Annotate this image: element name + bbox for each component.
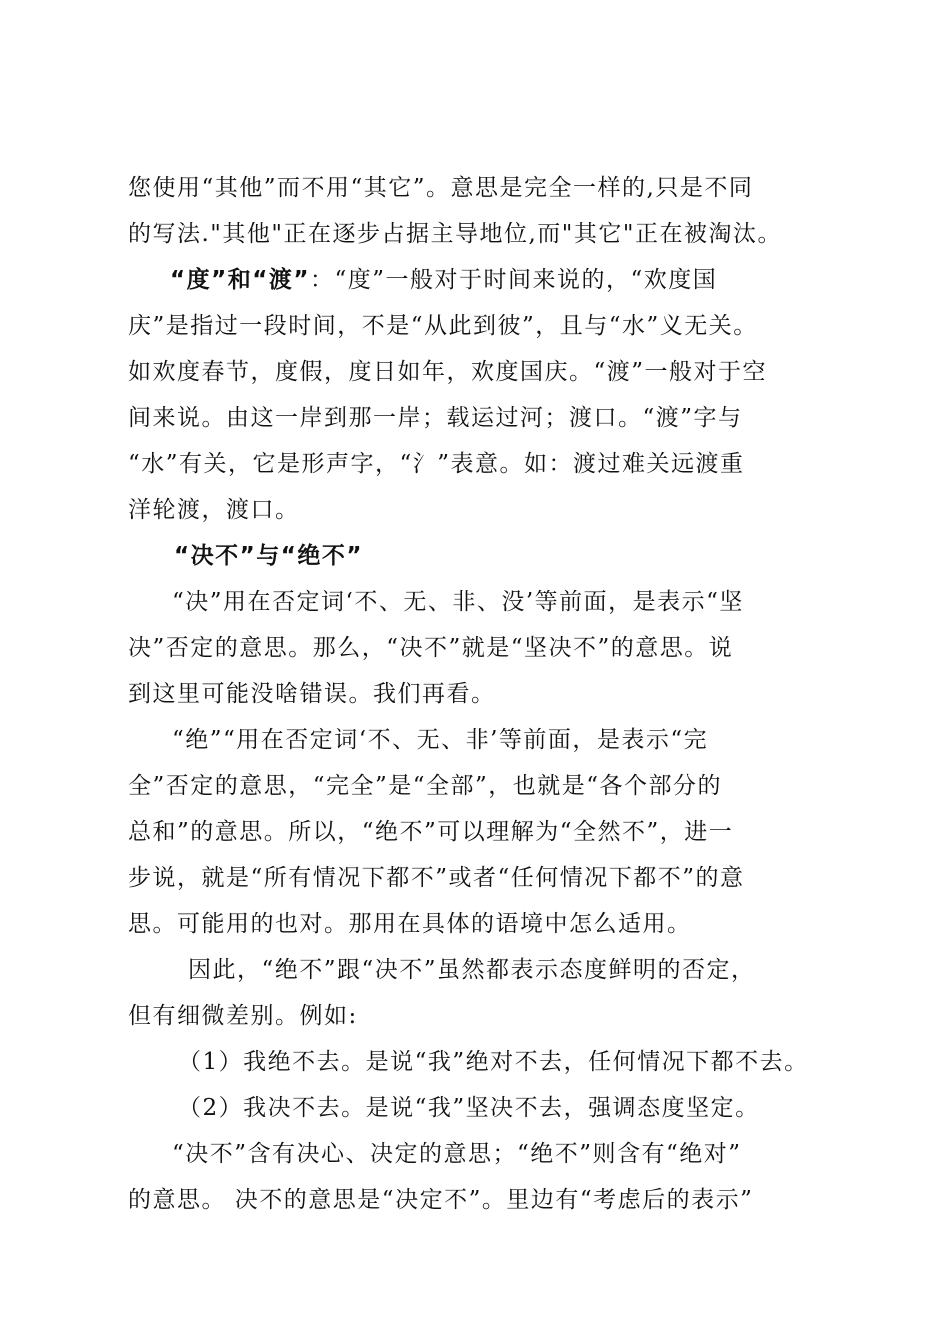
paragraph-line: “决不”含有决心、决定的意思；“绝不”则含有“绝对” (172, 1141, 742, 1167)
du-paragraph-first-line (170, 257, 860, 303)
paragraph-line: 思。可能用的也对。那用在具体的语境中怎么适用。 (128, 911, 692, 937)
paragraph-line: 如欢度春节，度假，度日如年，欢度国庆。“渡”一般对于空 (128, 359, 768, 385)
paragraph-line: “绝”“用在否定词‘不、无、非’等前面，是表示“完 (172, 727, 709, 753)
paragraph-line: “决”用在否定词‘不、无、非、没’等前面，是表示“坚 (172, 589, 744, 615)
paragraph-line: 全”否定的意思，“完全”是“全部”，也就是“各个部分的 (128, 773, 723, 799)
jue-heading: “决不”与“绝不” (174, 543, 363, 569)
paragraph-line: 到这里可能没啥错误。我们再看。 (128, 681, 496, 707)
example-line: （2）我决不去。是说“我”坚决不去，强调态度坚定。 (178, 1095, 760, 1121)
example-line: （1）我绝不去。是说“我”绝对不去，任何情况下都不去。 (178, 1049, 809, 1075)
paragraph-line: 庆”是指过一段时间，不是“从此到彼”，且与“水”义无关。 (128, 313, 758, 339)
du-intro-text: ：“度”一般对于时间来说的，“欢度国 (309, 267, 718, 293)
paragraph-line: 步说，就是“所有情况下都不”或者“任何情况下都不”的意 (128, 865, 745, 891)
paragraph-line: 但有细微差别。例如: (128, 1003, 358, 1029)
du-heading: “度”和“渡” (170, 267, 310, 293)
paragraph-line: 的意思。 决不的意思是“决定不”。里边有“考虑后的表示” (128, 1187, 754, 1213)
paragraph-line: 总和”的意思。所以，“绝不”可以理解为“全然不”，进一 (128, 819, 734, 845)
paragraph-line: 的写法."其他"正在逐步占据主导地位,而"其它"正在被淘汰。 (128, 221, 782, 247)
paragraph-line: “水”有关，它是形声字，“氵”表意。如：渡过难关远渡重 (128, 451, 745, 477)
paragraph-line: 因此，“绝不”跟“决不”虽然都表示态度鲜明的否定， (188, 957, 756, 983)
paragraph-line: 洋轮渡，渡口。 (128, 497, 300, 523)
paragraph-line: 决”否定的意思。那么，“决不”就是“坚决不”的意思。说 (128, 635, 734, 661)
paragraph-line: 间来说。由这一岸到那一岸；载运过河；渡口。“渡”字与 (128, 405, 743, 431)
paragraph-line: 您使用“其他”而不用“其它”。意思是完全一样的,只是不同 (128, 175, 754, 201)
